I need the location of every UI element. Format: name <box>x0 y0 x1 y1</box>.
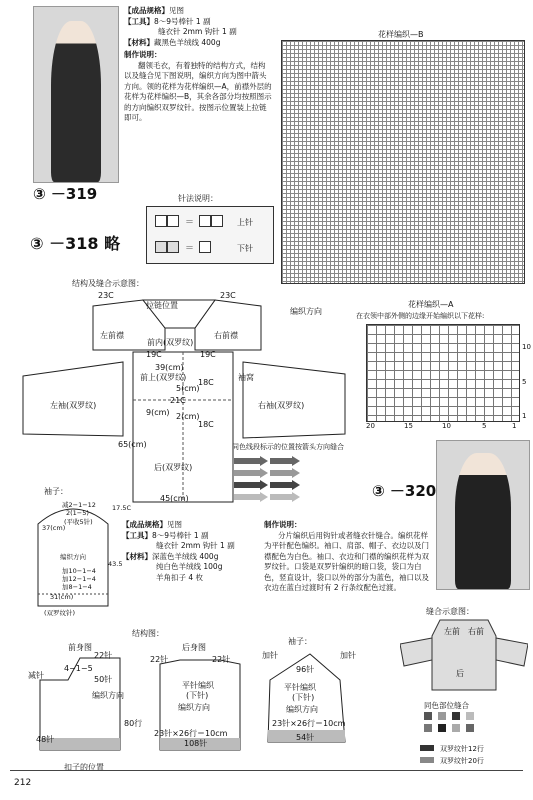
color-swatches <box>424 712 524 734</box>
equals-sign-2: ＝ <box>185 244 195 254</box>
struct-label-right-front: 右前襟 <box>214 331 238 340</box>
sleeve2-label-3: 平针编织 <box>284 683 316 692</box>
tools-line1: 8～9号棒针 1 副 <box>154 16 211 26</box>
tools-line1-2: 8～9号棒针 1 副 <box>152 530 209 540</box>
struct-label-left-front: 左前襟 <box>100 331 124 340</box>
back-label-3: (下针) <box>186 691 209 700</box>
model-figure <box>51 21 101 182</box>
sleeve-label-4: 编织方向 <box>60 553 86 561</box>
struct-label-65cm: 65(cm) <box>118 440 147 449</box>
struct-label-zipper: 拉链位置 <box>146 301 178 310</box>
tools-label-2: 【工具】 <box>122 530 152 540</box>
front-label-4: 编织方向 <box>92 691 124 700</box>
sleeve-label-8: 31(cm) <box>50 593 74 601</box>
purl-label: 下针 <box>237 244 253 253</box>
sleeve-title: 袖子： <box>44 487 68 496</box>
chart-a-row-1: 1 <box>522 412 527 420</box>
stripe-label-1: 双罗纹针12行 <box>440 745 484 753</box>
material-line2: 纯白色羊绒线 100g <box>156 562 223 571</box>
chart-a-grid <box>366 324 520 422</box>
chart-a-col-1: 1 <box>512 422 517 430</box>
front-label-2: 4−1−5 <box>64 664 93 673</box>
knit-label: 上针 <box>237 218 253 227</box>
knit-symbol <box>155 215 179 227</box>
pattern-number-320: ③ －320 <box>372 482 437 500</box>
equals-sign-1: ＝ <box>185 218 195 228</box>
structure-title: 结构及缝合示意图： <box>72 279 144 288</box>
instructions-text-2: 分片编织后用钩针或者缝衣针缝合。编织花样为平针配色编织。袖口、肩部、帽子、衣边以及门襟配色为白色。袖口、衣边和门襟的编织花样为双罗纹针。口袋是双罗针编织的暗口袋，袋口为白色，竖直设计，袋口以外的部分为蓝色，袖口以及衣边在蓝白过渡时有 2 行条纹配色过渡。 <box>264 530 429 592</box>
sleeve-label-11: 17.5C <box>112 504 132 512</box>
back-label-4: 编织方向 <box>178 703 210 712</box>
joining-back: 后 <box>456 669 464 678</box>
sleeve-label-7: 加8−1−4 <box>62 583 92 591</box>
struct-label-2cm: 2(cm) <box>176 412 200 421</box>
left-sleeve-shape <box>23 362 123 436</box>
struct-label-left-sleeve: 左袖(双罗纹) <box>50 401 97 410</box>
sleeve2-label-4: (下针) <box>292 693 315 702</box>
struct-label-18c-a: 18C <box>198 378 214 387</box>
sleeve2-label-5: 编织方向 <box>286 705 318 714</box>
sleeve2-label-7: 54针 <box>296 733 315 742</box>
sleeve2-label-0: 加针 <box>262 651 278 660</box>
struct-label-armhole: 袖窝 <box>238 373 254 382</box>
chart-a-row-5: 5 <box>522 378 527 386</box>
model-photo-320 <box>436 440 530 590</box>
tools-label: 【工具】 <box>124 16 154 26</box>
struct-label-39cm: 39(cm) <box>155 363 184 372</box>
model-photo-319 <box>33 6 119 183</box>
front-title: 前身图 <box>68 643 92 652</box>
model-figure-2 <box>455 453 510 589</box>
bottom-sleeve-title: 袖子： <box>288 637 312 646</box>
pattern-number-318: ③ －318 略 <box>30 234 121 253</box>
joining-left-front: 左前 <box>444 627 460 636</box>
back-label-6: 23针×26行＝10cm <box>154 729 228 738</box>
front-label-6: 扣子的位置 <box>64 763 104 772</box>
material-line1: 深蓝色羊绒线 400g <box>152 551 219 561</box>
front-label-3: 50针 <box>94 675 113 684</box>
sleeve-label-3: 37(cm) <box>42 524 66 532</box>
pattern-number-319: ③ －319 <box>33 185 98 203</box>
back-label-7: 108针 <box>184 739 208 748</box>
sleeve-label-9: (双罗纹针) <box>44 609 76 617</box>
purl-blank <box>199 241 211 253</box>
purl-symbol <box>155 241 179 253</box>
chart-b-title: 花样编织—B <box>378 30 424 39</box>
spec-label-2: 【成品规格】 <box>122 520 167 529</box>
chart-a-col-20: 20 <box>366 422 375 430</box>
spec-value-2: 见图 <box>167 520 182 529</box>
struct-label-right-sleeve: 右袖(双罗纹) <box>258 401 305 410</box>
front-label-5: 48针 <box>36 735 55 744</box>
tools-line2: 缝衣针 2mm 钩针 1 副 <box>158 27 237 36</box>
struct-label-23c-left: 23C <box>98 291 114 300</box>
sleeve2-label-1: 加针 <box>340 651 356 660</box>
page-number: 212 <box>14 778 32 788</box>
struct-label-9cm: 9(cm) <box>146 408 170 417</box>
chart-a-col-5: 5 <box>482 422 487 430</box>
needle-legend-title: 针法说明： <box>178 194 218 203</box>
sewing-note: 同色线段标示的位置按箭头方向缝合 <box>232 443 344 451</box>
sleeve-label-6: 加12−1−4 <box>62 575 96 583</box>
instructions-label: 制作说明： <box>124 50 162 59</box>
material-label: 【材料】 <box>124 37 154 47</box>
chart-a-title: 花样编织—A <box>408 300 454 309</box>
struct-label-front-inner: 前内(双罗纹) <box>147 338 194 347</box>
struct-label-21c: 21C <box>170 396 186 405</box>
chart-a-col-10: 10 <box>442 422 451 430</box>
page-footer-line <box>10 770 523 771</box>
back-title: 后身图 <box>182 643 206 652</box>
needle-legend <box>146 206 274 264</box>
struct-label-45cm: 45(cm) <box>160 494 189 503</box>
stripe-label-2: 双罗纹针20行 <box>440 757 484 765</box>
joining-diagram <box>400 616 528 696</box>
instructions-text: 翻领毛衣，有着独特的结构方式，结构以及缝合见下图说明，编织方向为图中箭头方向。领的花样为花样编织—A，前襟外层的花样为花样编织—B，其余各部分均按照图示的方向编织双罗纹针。按图示位置装上拉链即可。 <box>124 60 272 122</box>
sleeve-label-10: 43.5 <box>108 560 123 568</box>
struct-label-23c-right: 23C <box>220 291 236 300</box>
sleeve-label-5: 加10−1−4 <box>62 567 96 575</box>
tools-line2-2: 缝衣针 2mm 钩针 1 副 <box>156 541 235 550</box>
joining-right-front: 右前 <box>468 627 484 636</box>
instructions-block-320 <box>264 520 434 594</box>
back-label-1: 22针 <box>212 655 231 664</box>
back-label-5: 80行 <box>124 719 143 728</box>
joining-title: 缝合示意图： <box>426 607 474 616</box>
sleeve2-label-2: 96针 <box>296 665 315 674</box>
back-label-0: 22针 <box>150 655 169 664</box>
chart-b-grid <box>281 40 525 284</box>
material-value: 藏黑色羊绒线 400g <box>154 37 221 47</box>
struct-label-front-upper: 前上(双罗纹) <box>140 373 187 382</box>
chart-a-subtitle: 在衣领中部外侧的边缘开始编织以下花样: <box>356 312 485 320</box>
chart-a-col-15: 15 <box>404 422 413 430</box>
spec-block-320 <box>122 520 262 583</box>
struct-label-5cm: 5(cm) <box>176 384 200 393</box>
sleeve-label-2: (平收5针) <box>64 518 93 526</box>
spec-block-319 <box>124 6 272 124</box>
struct-label-19c-right: 19C <box>200 350 216 359</box>
front-label-1: 减针 <box>28 671 44 680</box>
spec-label: 【成品规格】 <box>124 6 169 15</box>
struct-label-back: 后(双罗纹) <box>154 463 193 472</box>
knit-blank <box>199 215 223 227</box>
struct-label-18c-b: 18C <box>198 420 214 429</box>
struct-label-19c-left: 19C <box>146 350 162 359</box>
material-line3: 羊角扣子 4 枚 <box>156 572 204 582</box>
chart-a-row-10: 10 <box>522 343 531 351</box>
spec-value: 见图 <box>169 6 184 15</box>
sleeve-label-1: 2(1−5) <box>66 509 89 517</box>
material-label-2: 【材料】 <box>122 551 152 561</box>
color-joining-title: 同色部位缝合 <box>424 701 469 710</box>
sleeve-label-0: 减2−1−12 <box>62 501 96 509</box>
sewing-arrows <box>232 456 302 504</box>
struct-label-knit-dir: 编织方向 <box>290 307 322 316</box>
back-label-2: 平针编织 <box>182 681 214 690</box>
sleeve2-label-6: 23针×26行＝10cm <box>272 719 346 728</box>
instructions-label-2: 制作说明： <box>264 520 302 529</box>
bottom-structure-title: 结构图： <box>132 629 164 638</box>
front-label-0: 22针 <box>94 651 113 660</box>
